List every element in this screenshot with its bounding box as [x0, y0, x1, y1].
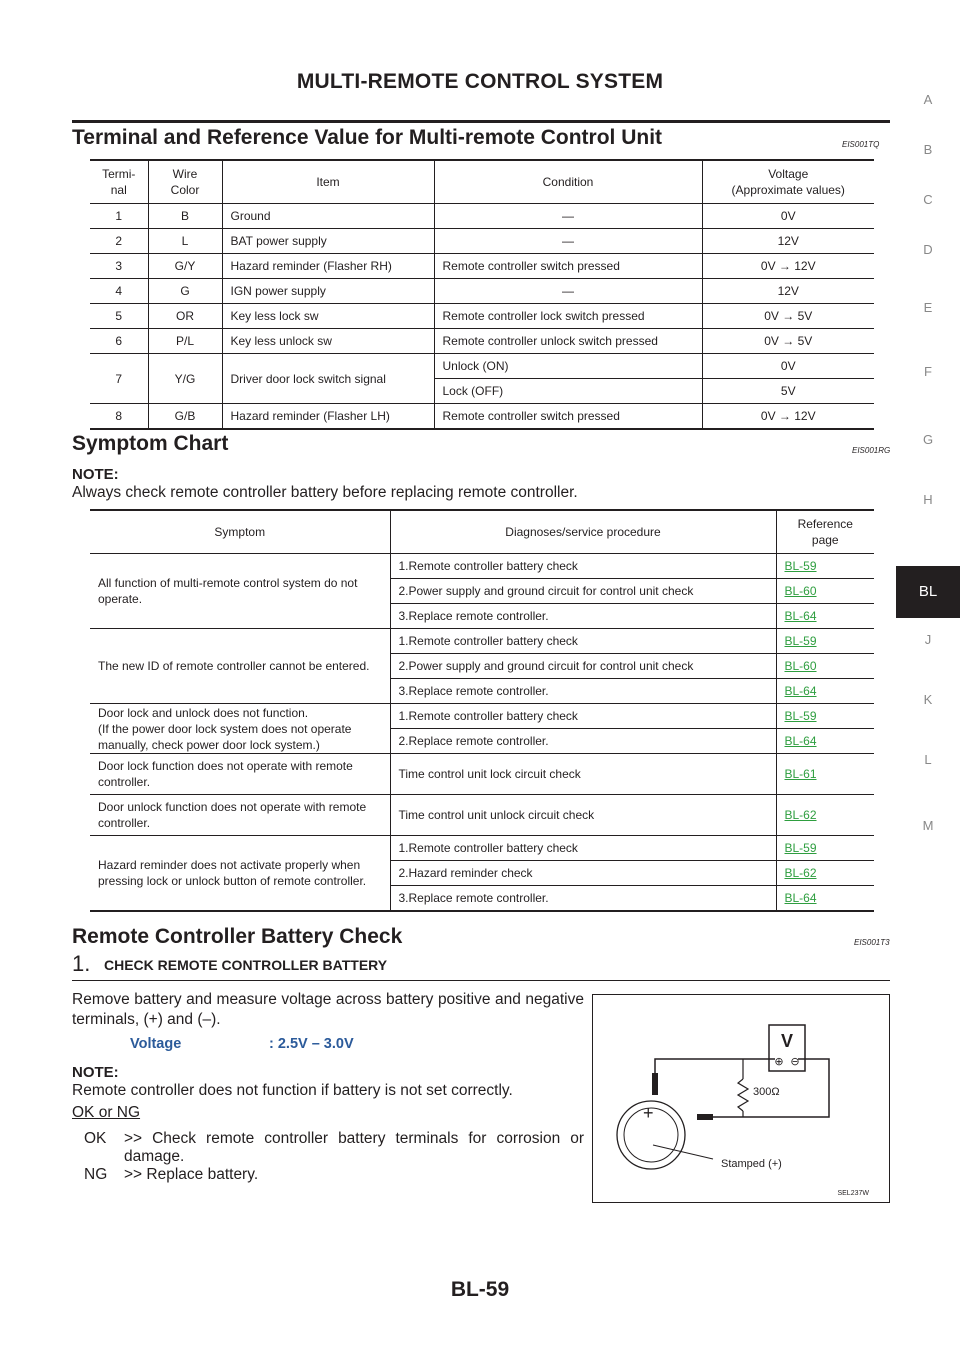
step-number: 1. — [72, 951, 91, 976]
cell-procedure: 1.Remote controller battery check — [390, 704, 776, 729]
reference-link[interactable]: BL-64 — [784, 684, 817, 698]
cell-reference — [776, 704, 874, 729]
cell-terminal: 5 — [90, 304, 148, 329]
table-row — [90, 204, 874, 229]
column-header-terminal: Termi- nal — [90, 160, 148, 204]
section-title-symptom: Symptom Chart — [72, 432, 229, 455]
reference-link[interactable]: BL-62 — [784, 866, 817, 880]
cell-terminal: 3 — [90, 254, 148, 279]
column-header-condition: Condition — [434, 160, 702, 204]
cell-symptom: All function of multi-remote control system do not operate. — [90, 554, 390, 629]
cell-voltage: 0V → 5V — [702, 329, 874, 354]
side-tab-d[interactable]: D — [923, 242, 933, 257]
cell-symptom: Door lock and unlock does not function. (If the power door lock system does not operate manually, check power door lock system.) — [90, 704, 390, 754]
ng-code: NG — [84, 1166, 108, 1183]
note-label-battery: NOTE: — [72, 1064, 119, 1081]
cell-condition: Remote controller unlock switch pressed — [434, 329, 702, 354]
side-tab-a[interactable]: A — [923, 92, 933, 107]
reference-link[interactable]: BL-64 — [784, 609, 817, 623]
cell-terminal: 6 — [90, 329, 148, 354]
cell-voltage: 0V → 12V — [702, 254, 874, 279]
table-row — [90, 404, 874, 430]
table-row — [90, 629, 874, 654]
cell-condition: Lock (OFF) — [434, 379, 702, 404]
cell-condition: Unlock (ON) — [434, 354, 702, 379]
table-row — [90, 836, 874, 861]
cell-reference — [776, 654, 874, 679]
table-row — [90, 354, 874, 379]
cell-procedure: 1.Remote controller battery check — [390, 554, 776, 579]
cell-condition: — — [434, 204, 702, 229]
voltmeter-label: V — [780, 1031, 794, 1051]
cell-voltage: 0V — [702, 354, 874, 379]
cell-procedure: 2.Power supply and ground circuit for control unit check — [390, 654, 776, 679]
side-tab-c[interactable]: C — [923, 192, 933, 207]
side-tab-e[interactable]: E — [923, 300, 933, 315]
resistor-label: 300Ω — [753, 1086, 780, 1098]
side-tab-h[interactable]: H — [923, 492, 933, 507]
cell-condition: Remote controller lock switch pressed — [434, 304, 702, 329]
page-header-title: MULTI-REMOTE CONTROL SYSTEM — [296, 70, 664, 93]
column-header-reference: Reference page — [776, 510, 874, 554]
section-title-battery-check: Remote Controller Battery Check — [72, 925, 403, 948]
cell-voltage: 12V — [702, 229, 874, 254]
meter-plus-symbol: ⊕ — [774, 1055, 784, 1068]
header-rule — [72, 120, 890, 123]
cell-reference — [776, 554, 874, 579]
cell-procedure: Time control unit unlock circuit check — [390, 795, 776, 836]
cell-wire-color: L — [148, 229, 222, 254]
cell-procedure: 3.Replace remote controller. — [390, 604, 776, 629]
cell-procedure: 3.Replace remote controller. — [390, 886, 776, 912]
cell-item: Ground — [222, 204, 434, 229]
cell-procedure: 2.Replace remote controller. — [390, 729, 776, 754]
table-row — [90, 795, 874, 836]
reference-link[interactable]: BL-60 — [784, 584, 817, 598]
cell-reference — [776, 729, 874, 754]
symptom-chart-table — [90, 509, 874, 912]
table-row — [90, 279, 874, 304]
spec-value: : 2.5V – 3.0V — [269, 1036, 354, 1052]
cell-terminal: 4 — [90, 279, 148, 304]
reference-link[interactable]: BL-59 — [784, 709, 817, 723]
reference-link[interactable]: BL-61 — [784, 767, 817, 781]
cell-procedure: 1.Remote controller battery check — [390, 836, 776, 861]
cell-item: Key less unlock sw — [222, 329, 434, 354]
table-row — [90, 554, 874, 579]
section-title-terminal: Terminal and Reference Value for Multi-remote Control Unit — [72, 126, 663, 149]
cell-procedure: 1.Remote controller battery check — [390, 629, 776, 654]
cell-voltage: 5V — [702, 379, 874, 404]
cell-procedure: 3.Replace remote controller. — [390, 679, 776, 704]
terminal-reference-table — [90, 159, 874, 430]
section-code-terminal: EIS001TQ — [842, 140, 880, 149]
reference-link[interactable]: BL-64 — [784, 734, 817, 748]
positive-probe — [652, 1073, 658, 1095]
cell-reference — [776, 754, 874, 795]
battery-measurement-figure — [592, 994, 890, 1203]
ng-text: >> Replace battery. — [124, 1166, 259, 1183]
note-text: Always check remote controller battery before replacing remote controller. — [72, 484, 578, 501]
cell-reference — [776, 629, 874, 654]
cell-item: Driver door lock switch signal — [222, 354, 434, 404]
column-header-symptom: Symptom — [90, 510, 390, 554]
reference-link[interactable]: BL-62 — [784, 808, 817, 822]
side-tab-j[interactable]: J — [924, 632, 932, 647]
spec-label: Voltage — [130, 1036, 182, 1052]
cell-reference — [776, 836, 874, 861]
cell-item: IGN power supply — [222, 279, 434, 304]
page-number: BL-59 — [450, 1278, 510, 1301]
reference-link[interactable]: BL-59 — [784, 559, 817, 573]
cell-condition: — — [434, 229, 702, 254]
step-title: CHECK REMOTE CONTROLLER BATTERY — [104, 957, 388, 973]
cell-reference — [776, 795, 874, 836]
cell-wire-color: G/B — [148, 404, 222, 430]
cell-item: Hazard reminder (Flasher RH) — [222, 254, 434, 279]
cell-reference — [776, 679, 874, 704]
cell-symptom: Door unlock function does not operate with remote controller. — [90, 795, 390, 836]
column-header-voltage: Voltage (Approximate values) — [702, 160, 874, 204]
cell-symptom: Hazard reminder does not activate properly when pressing lock or unlock button of remote controller. — [90, 836, 390, 912]
cell-reference — [776, 604, 874, 629]
ok-code: OK — [84, 1130, 107, 1147]
side-tab-bl[interactable]: BL — [896, 566, 960, 618]
cell-reference — [776, 886, 874, 912]
side-tab-b[interactable]: B — [923, 142, 933, 157]
side-tab-f[interactable]: F — [924, 364, 932, 379]
side-tab-g[interactable]: G — [922, 432, 934, 447]
reference-link[interactable]: BL-59 — [784, 841, 817, 855]
side-tab-l[interactable]: L — [924, 752, 932, 767]
cell-voltage: 0V → 12V — [702, 404, 874, 430]
cell-item: BAT power supply — [222, 229, 434, 254]
cell-wire-color: OR — [148, 304, 222, 329]
ok-ng-label: OK or NG — [72, 1104, 141, 1121]
section-code-symptom: EIS001RG — [852, 446, 891, 455]
resistor — [738, 1079, 748, 1111]
note-label: NOTE: — [72, 466, 119, 483]
cell-symptom: Door lock function does not operate with remote controller. — [90, 754, 390, 795]
cell-wire-color: G/Y — [148, 254, 222, 279]
cell-voltage: 0V — [702, 204, 874, 229]
meter-minus-symbol: ⊖ — [790, 1055, 800, 1068]
note-text-battery: Remote controller does not function if battery is not set correctly. — [72, 1082, 513, 1099]
column-header-wire-color: Wire Color — [148, 160, 222, 204]
cell-wire-color: P/L — [148, 329, 222, 354]
cell-symptom: The new ID of remote controller cannot be entered. — [90, 629, 390, 704]
ok-text: >> Check remote controller battery terminals for corrosion or damage. — [124, 1130, 584, 1165]
cell-procedure: 2.Hazard reminder check — [390, 861, 776, 886]
cell-voltage: 0V → 5V — [702, 304, 874, 329]
step-rule — [72, 980, 890, 981]
table-row — [90, 329, 874, 354]
reference-link[interactable]: BL-59 — [784, 634, 817, 648]
battery-circuit-diagram — [593, 995, 889, 1202]
instruction-text: Remove battery and measure voltage across battery positive and negative terminals, (+) and (–). — [72, 991, 584, 1028]
cell-voltage: 12V — [702, 279, 874, 304]
cell-terminal: 1 — [90, 204, 148, 229]
cell-item: Key less lock sw — [222, 304, 434, 329]
stamped-label: Stamped (+) — [721, 1158, 782, 1170]
negative-probe — [697, 1114, 713, 1120]
table-row — [90, 254, 874, 279]
section-code-battery-check: EIS001T3 — [854, 938, 890, 947]
cell-terminal: 7 — [90, 354, 148, 404]
cell-wire-color: B — [148, 204, 222, 229]
cell-condition: Remote controller switch pressed — [434, 404, 702, 430]
column-header-procedure: Diagnoses/service procedure — [390, 510, 776, 554]
table-row — [90, 704, 874, 729]
side-tab-m[interactable]: M — [922, 818, 934, 833]
cell-terminal: 2 — [90, 229, 148, 254]
cell-item: Hazard reminder (Flasher LH) — [222, 404, 434, 430]
side-tab-k[interactable]: K — [923, 692, 933, 707]
cell-reference — [776, 861, 874, 886]
reference-link[interactable]: BL-64 — [784, 891, 817, 905]
cell-terminal: 8 — [90, 404, 148, 430]
battery-plus-mark: + — [643, 1103, 654, 1123]
cell-wire-color: G — [148, 279, 222, 304]
cell-condition: Remote controller switch pressed — [434, 254, 702, 279]
table-row — [90, 304, 874, 329]
table-row — [90, 229, 874, 254]
column-header-item: Item — [222, 160, 434, 204]
table-row — [90, 754, 874, 795]
cell-wire-color: Y/G — [148, 354, 222, 404]
cell-procedure: Time control unit lock circuit check — [390, 754, 776, 795]
figure-code: SEL237W — [837, 1190, 869, 1197]
cell-procedure: 2.Power supply and ground circuit for control unit check — [390, 579, 776, 604]
reference-link[interactable]: BL-60 — [784, 659, 817, 673]
cell-reference — [776, 579, 874, 604]
cell-condition: — — [434, 279, 702, 304]
